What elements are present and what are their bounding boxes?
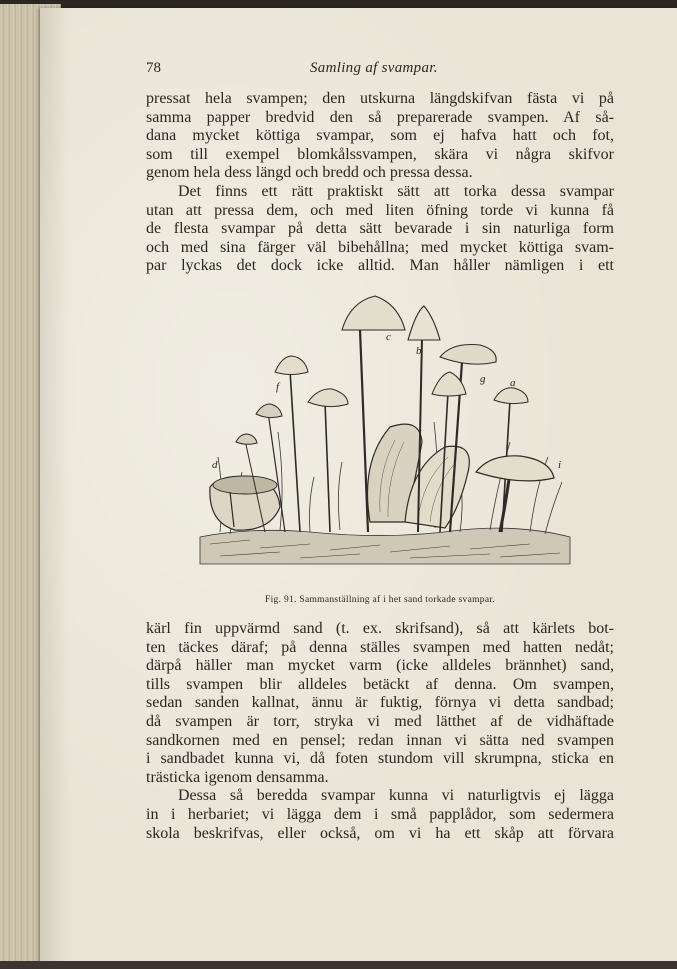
text-block-bottom [146, 620, 614, 843]
flat-mushroom-g [440, 345, 496, 365]
text-line: trästicka igenom densamma. [146, 768, 329, 786]
text-line: de flesta svampar på detta sätt bevarade i sin naturliga form [146, 220, 614, 238]
text-line: sandkornen med en pensel; redan innan vi sätta ned svampen [146, 731, 614, 749]
figure-caption: Fig. 91. Sammanställning af i het sand torkade svampar. [265, 595, 495, 605]
text-line: kärl fin uppvärmd sand (t. ex. skrifsand), så att kärlets bot- [146, 620, 614, 637]
text-line: par lyckas det dock icke alltid. Man håller nämligen i ett [146, 257, 614, 275]
figure-label: d [212, 459, 218, 471]
text-line: därpå häller man mycket varm (icke alldeles brännhet) sand, [146, 657, 614, 675]
text-line: skola beskrifvas, eller också, om vi ha ett skåp att förvara [146, 824, 614, 842]
small-mushroom-mid [308, 389, 348, 407]
text-line: då svampen är torr, stryka vi med lätthet af de vidhäftade [146, 712, 614, 730]
small-mushroom-a [494, 388, 528, 404]
text-line: i sandbadet kunna vi, då foten stundom vill skrumpna, sticka en [146, 750, 614, 768]
text-line: tills svampen blir alldeles betäckt af denna. Om svampen, [146, 675, 614, 693]
text-line: som till exempel blomkålssvampen, skära vi några skifvor [146, 145, 614, 163]
backdrop [0, 0, 677, 8]
conical-mushroom-b [408, 306, 440, 340]
text-line: pressat hela svampen; den utskurna längdskifvan fästa vi på [146, 90, 614, 107]
text-line: och med sina färger väl bibehållna; med mycket köttiga svam- [146, 238, 614, 256]
text-line: Dessa så beredda svampar kunna vi naturligtvis ej lägga [178, 787, 614, 805]
small-mushroom-f [275, 356, 308, 375]
conical-mushroom-c [342, 296, 405, 330]
figure-label: i [558, 459, 562, 471]
figure-label: g [480, 373, 486, 385]
page-header [146, 60, 614, 80]
text-line: dana mycket köttiga svampar, som ej hafva hatt och fot, [146, 127, 614, 145]
figure-label: c [386, 331, 391, 343]
text-block-top [146, 90, 614, 276]
soil-ground [200, 528, 570, 564]
text-line: Det finns ett rätt praktiskt sätt att torka dessa svampar [178, 182, 614, 200]
figure-label: f [276, 381, 280, 393]
figure-label: a [510, 377, 516, 389]
text-line: in i herbariet; vi lägga dem i små papplådor, som sedermera [146, 805, 614, 823]
text-line: utan att pressa dem, och med liten öfning torde vi kunna få [146, 201, 614, 219]
large-mushroom-i [476, 456, 554, 481]
text-line: samma papper bredvid den så preparerade svampen. Af så- [146, 108, 614, 126]
text-line: ten täckes däraf; på denna ställes svampen med hatten nedåt; [146, 638, 614, 656]
text-line: sedan sanden kallnat, ännu är fuktig, förnya vi detta sandbad; [146, 694, 614, 712]
mushroom-illustration [190, 282, 575, 572]
text-line: genom hela dess längd och bredd och pressa dessa. [146, 164, 473, 182]
page-number: 78 [146, 60, 161, 76]
running-head: Samling af svampar. [310, 60, 438, 76]
backdrop-bottom [0, 961, 677, 969]
figure-label: b [416, 345, 422, 357]
